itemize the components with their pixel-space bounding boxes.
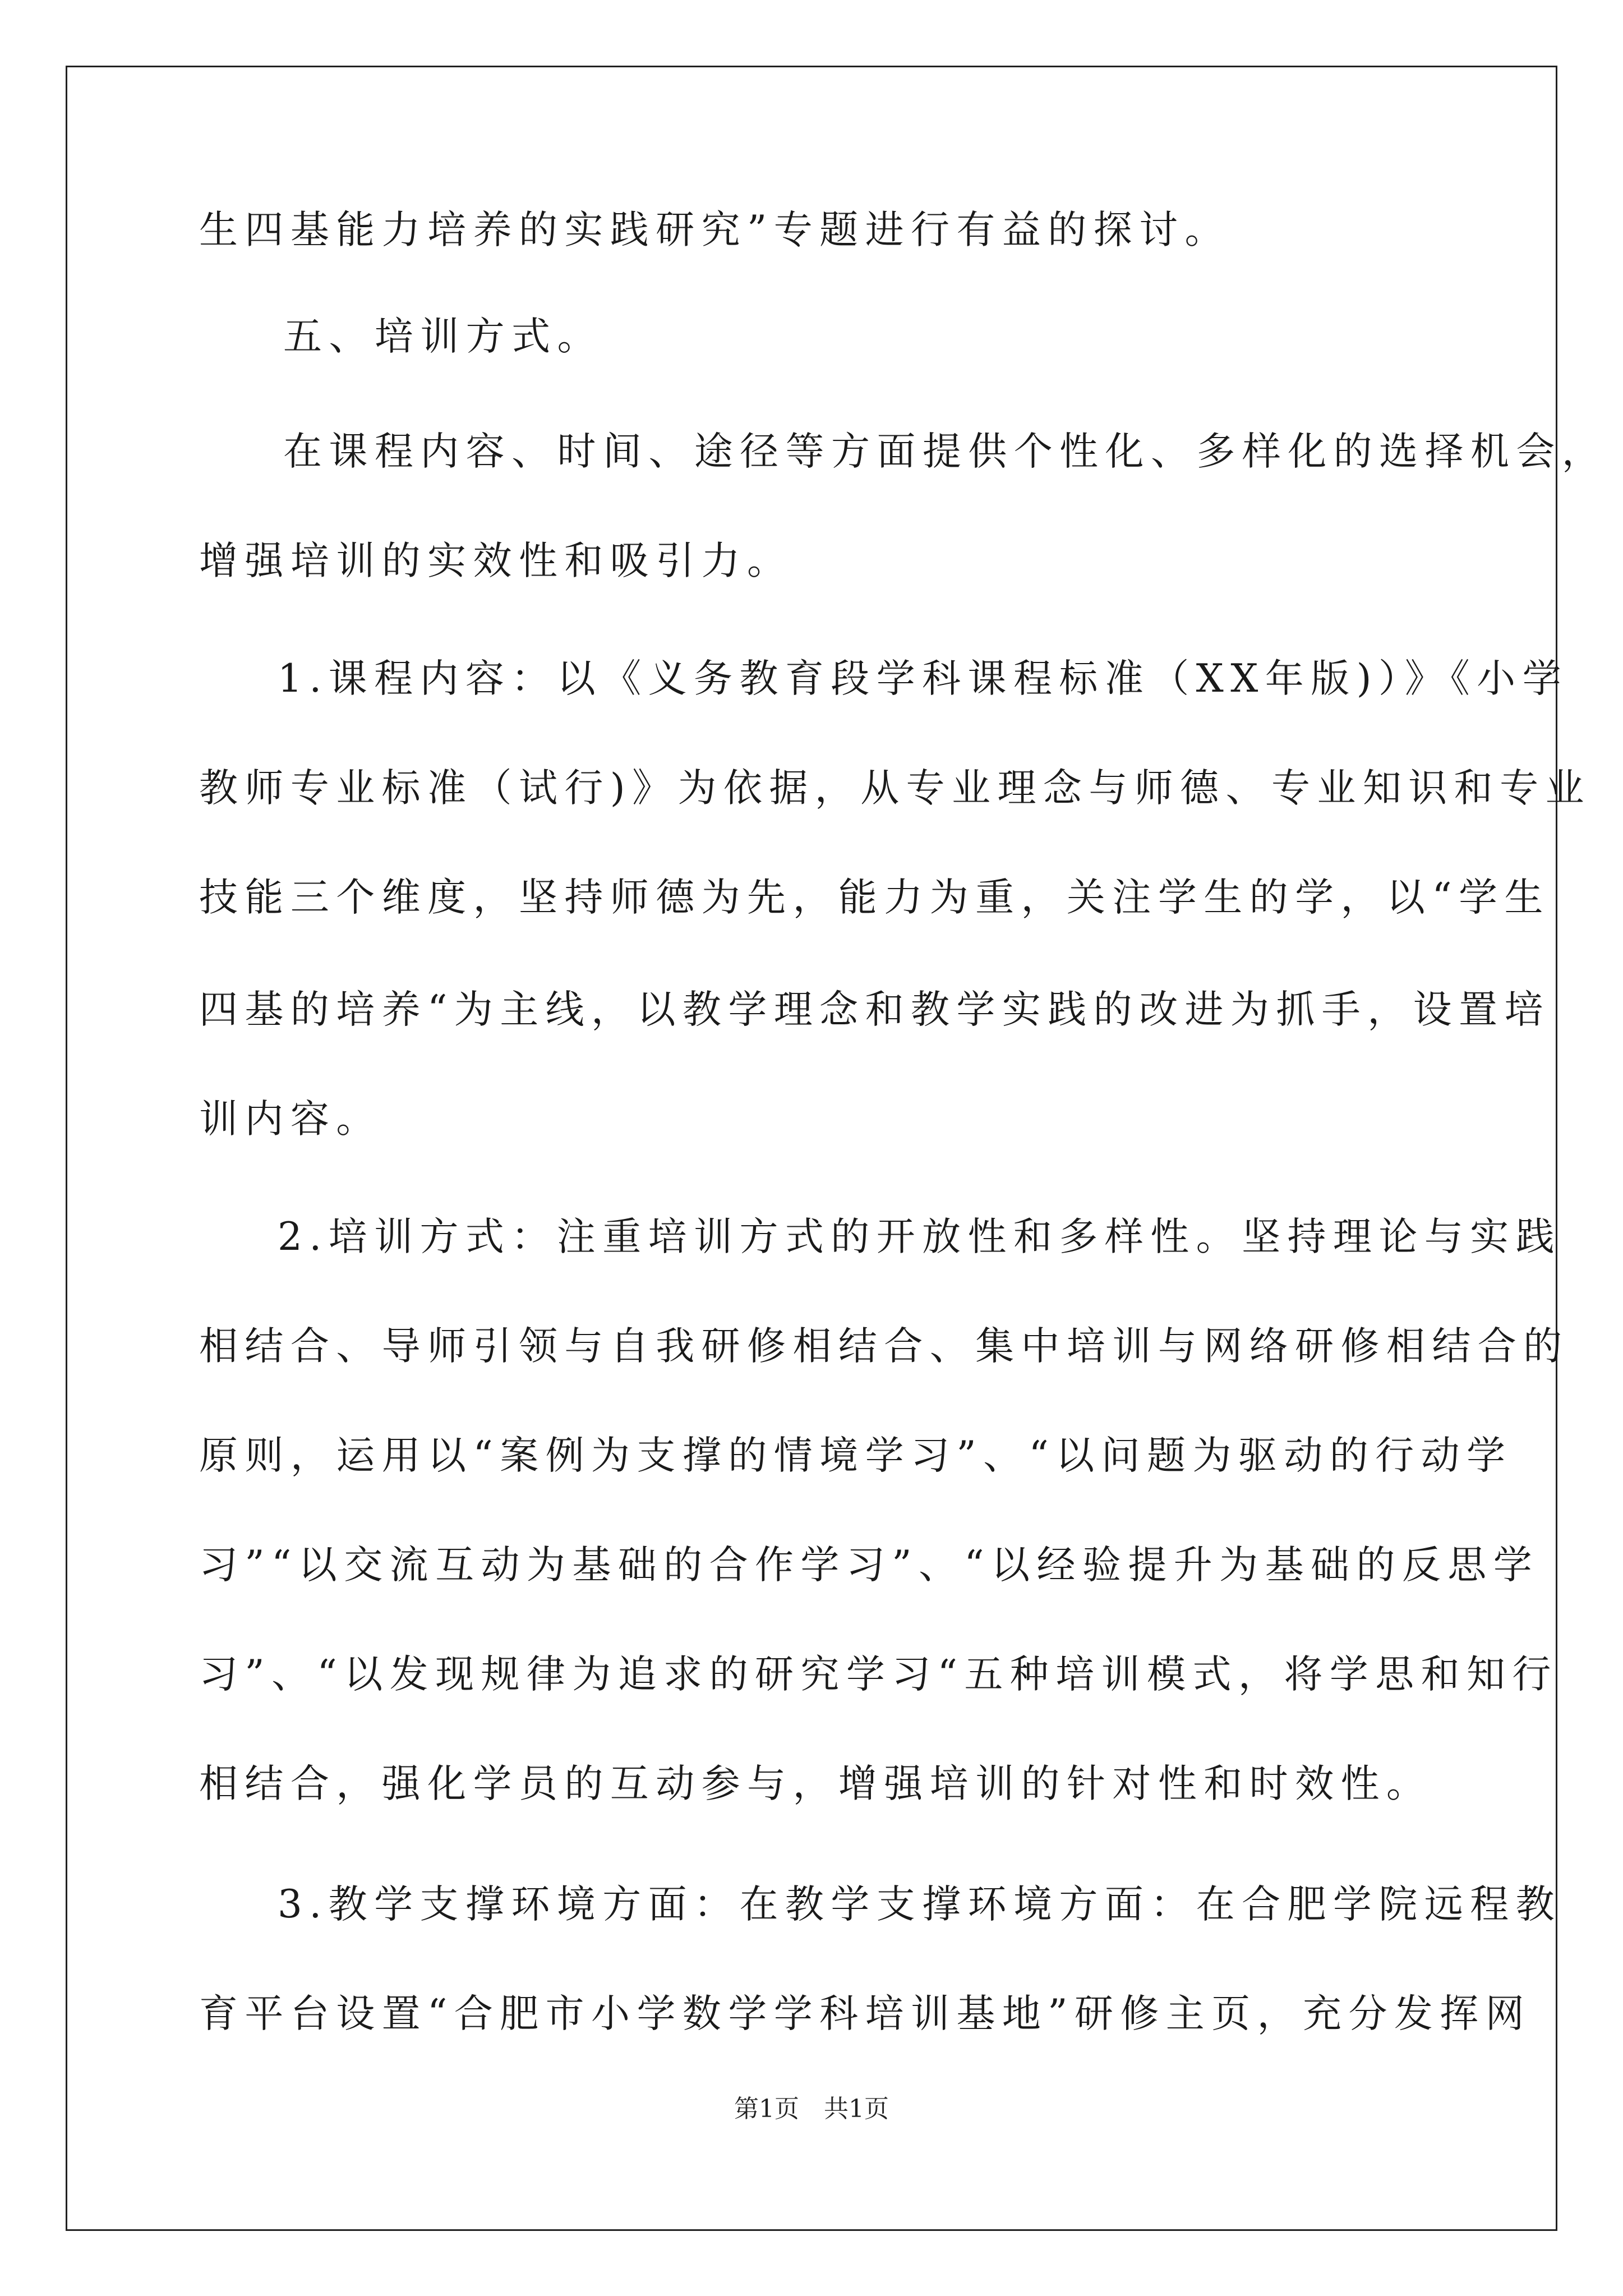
text-line: 习”、“以发现规律为追求的研究学习“五种培训模式，将学思和知行	[199, 1652, 1558, 1697]
text-line: 四基的培养“为主线，以教学理念和教学实践的改进为抓手，设置培	[199, 987, 1550, 1032]
text-line: 在课程内容、时间、途径等方面提供个性化、多样化的选择机会，	[283, 429, 1608, 474]
text-line: 训内容。	[199, 1097, 382, 1142]
section-heading: 五、培训方式。	[283, 314, 603, 359]
text-line: 生四基能力培养的实践研究”专题进行有益的探讨。	[199, 208, 1230, 252]
text-line: 习”“以交流互动为基础的合作学习”、“以经验提升为基础的反思学	[199, 1543, 1539, 1588]
text-line: 1.课程内容：以《义务教育段学科课程标准（XX年版)）》《小学	[278, 656, 1569, 701]
text-line: 技能三个维度，坚持师德为先，能力为重，关注学生的学，以“学生	[199, 875, 1550, 920]
text-line: 相结合、导师引领与自我研修相结合、集中培训与网络研修相结合的	[199, 1324, 1569, 1369]
text-line: 2.培训方式：注重培训方式的开放性和多样性。坚持理论与实践	[278, 1214, 1562, 1259]
text-line: 3.教学支撑环境方面：在教学支撑环境方面：在合肥学院远程教	[278, 1882, 1562, 1927]
page-number: 第1页 共1页	[734, 2095, 889, 2123]
text-line: 相结合，强化学员的互动参与，增强培训的针对性和时效性。	[199, 1761, 1432, 1806]
text-line: 增强培训的实效性和吸引力。	[199, 539, 793, 583]
text-line: 育平台设置“合肥市小学数学学科培训基地”研修主页，充分发挥网	[199, 1991, 1532, 2036]
text-line: 教师专业标准（试行)》为依据，从专业理念与师德、专业知识和专业	[199, 766, 1591, 811]
text-line: 原则，运用以“案例为支撑的情境学习”、“以问题为驱动的行动学	[199, 1433, 1513, 1478]
